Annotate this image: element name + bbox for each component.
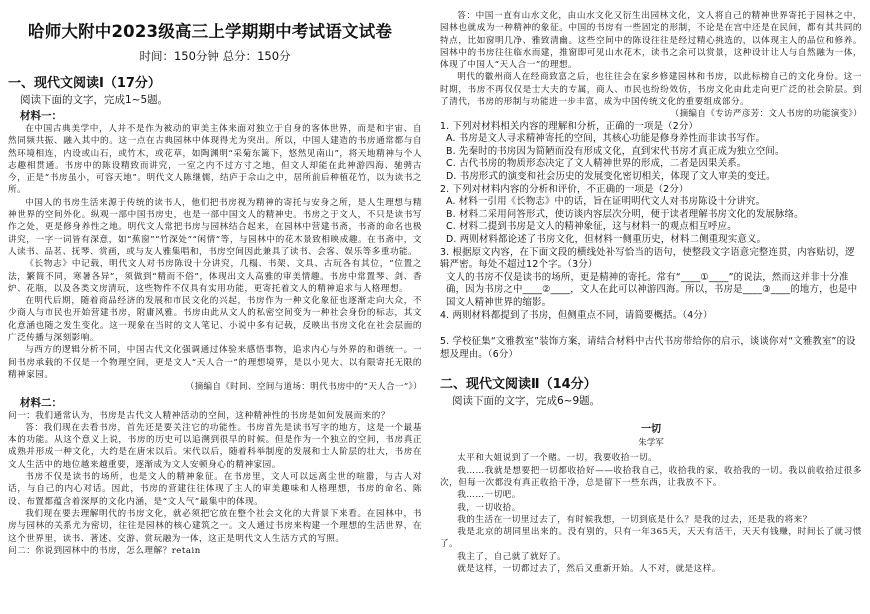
question-2: 2. 下列对材料内容的分析和评价，不正确的一项是（2分）	[440, 183, 689, 195]
essay-paragraph: 我的生活在一切里过去了，有时候我想，一切到底是什么？是我的过去，还是我的将来？	[457, 514, 812, 525]
material2-source: （摘编自《专访严彦芳：文人书房的功能演变》）	[670, 109, 862, 120]
material1-paragraph: 中国人的书房生活来源于传统的读书人，他们把书房视为精神的寄托与安身之所，是人生理想与精神世界的空间外化。纵观一部中国书房史，也是一部中国文人的精神史。书房之于文人，不只是读书写作之处，更是修身养性之地。明代文人常把书房与园林结合起来，在园林中营建书斋，书斋的命名也极讲究，一字一词皆有深意，如“蕉窗”“竹深处”“闲情”等，与园林中的花木景致相映成趣。在书斋中，文人读书、品茗、抚琴、赏画，或与友人雅集唱和，书房空间因此兼具了读书、会客、娱乐等多重功能。	[8, 197, 422, 257]
option: C. 古代书房的物质形态决定了文人精神世界的形成，二者是因果关系。	[446, 158, 747, 170]
material1-paragraph: 在明代后期，随着商品经济的发展和市民文化的兴起，书房作为一种文化象征也逐渐走向大众，不少商人与市民也开始营建书房，附庸风雅。书房由此从文人的私密空间变为一种社会身份的标志，其文化意涵也随之发生变化。这一现象在当时的文人笔记、小说中多有记载，反映出书房文化在社会层面的广泛传播与深刻影响。	[8, 296, 422, 344]
material2-paragraph: 书房不仅是读书的场所，也是文人的精神象征。在书房里，文人可以远离尘世的喧嚣，与古人对话，与自己的内心对话。因此，书房的营建往往体现了主人的审美趣味和人格理想，书房的命名、陈设、布置都蕴含着深厚的文化内涵，是“文人气”最集中的体现。	[8, 472, 422, 507]
option: B. 材料二采用问答形式，使访谈内容层次分明，便于读者理解书房文化的发展脉络。	[446, 208, 804, 220]
exam-title: 哈师大附中2023级高三上学期期中考试语文试卷	[28, 22, 393, 41]
right-column	[440, 0, 862, 614]
essay-author: 朱学军	[638, 438, 664, 449]
material2-continuation: 明代的徽州商人在经商致富之后，也往往会在家乡修建园林和书房，以此标榜自己的文化身份。这一时期，书房不再仅仅是士大夫的专属，商人、市民也纷纷效仿，书房文化由此走向更广泛的社会阶层。到了清代，书房的形制与功能进一步丰富，成为中国传统文化的重要组成部分。	[440, 72, 862, 108]
essay-paragraph: 我……一切吧。	[457, 490, 521, 501]
option: D. 书房形式的演变和社会历史的发展变化密切相关，体现了文人审美的变迁。	[446, 171, 776, 183]
material1-source: （摘编自《时间、空间与道场：明代书房中的“天人合一”》）	[185, 382, 422, 393]
option: A. 书房是文人寻求精神寄托的空间，其核心功能是修身养性而非读书写作。	[446, 133, 766, 145]
essay-paragraph: 我，一切收拾。	[457, 502, 521, 513]
option: B. 先秦时的书房因为简陋而没有形成文化，直到宋代书房才真正成为独立空间。	[446, 145, 785, 157]
question-3: 3. 根据原文内容，在下面文段的横线处补写恰当的语句，使整段文字语意完整连贯，内容贴切，逻辑严密。每处不超过12个字。（3分）	[440, 246, 855, 271]
material2-paragraph: 答：我们现在去看书房，首先还是要关注它的功能性。书房首先是读书写字的地方，这是一个最基本的功能。从这个意义上说，书房的历史可以追溯到很早的时候。但是作为一个独立的空间，书房真正成熟并形成一种文化，大约是在唐宋以后。宋代以后，随着科举制度的发展和士人阶层的壮大，书房在文人生活中的地位越来越重要，逐渐成为文人安顿身心的精神家园。	[8, 422, 422, 470]
material1-paragraph: 在中国古典美学中，人并不是作为被动的审美主体来面对独立于自身的客体世界，而是和宇宙、自然同频共振、融入其中的。这一点在古典园林中体现得尤为突出。所以，中国人建造的书房通常都与自然环境相连，内设或山石，或竹木，或花草，如陶渊明“采菊东篱下，悠然见南山”，将天地精神与个人志趣相贯通。书房中的陈设精致而讲究，一室之内不过方寸之地，但文人却能在此神游四海、驰骋古今，正是“书房虽小，可容天地”。明代文人陈继儒，结庐于佘山之中，居所前后种植花竹，以为读书之所。	[8, 124, 422, 196]
material2-paragraph: 问一：我们通常认为，书房是古代文人精神活动的空间，这种精神性的书房是如何发展而来的？	[8, 410, 390, 421]
exam-time-info: 时间：150分钟 总分：150分	[139, 49, 291, 63]
section1-instruction: 阅读下面的文字，完成1~5题。	[20, 94, 169, 106]
essay-title: 一切	[641, 424, 661, 436]
material2-label: 材料二：	[20, 396, 62, 409]
material1-label: 材料一：	[20, 110, 62, 122]
question-3-passage: 文人的书房不仅是读书的场所，更是精神的寄托。常有“____①____”的说法，然而这并非十分准确，因为书房之中____②____，文人在此可以神游四海。所以，书房是____③____的地方，也是中国文人精神世界的缩影。	[446, 271, 858, 308]
section2-instruction: 阅读下面的文字，完成6~9题。	[452, 395, 601, 408]
essay-paragraph: 我是北京的胡同里出来的。没有别的，只有一年365天，天天有活干，天天有钱赚，时间长了就习惯了。	[440, 527, 862, 550]
left-column	[8, 0, 422, 614]
section2-heading: 二、现代文阅读Ⅱ（14分）	[440, 377, 597, 393]
question-4: 4. 两则材料都提到了书房，但侧重点不同，请简要概括。（4分）	[440, 309, 713, 321]
material2-paragraph: 问二：你说到园林中的书房，怎么理解？retain	[8, 545, 201, 556]
question-5: 5. 学校征集“文雅教室”装饰方案，请结合材料中古代书房带给你的启示，谈谈你对“文雅教室”的设想及理由。（6分）	[440, 336, 856, 360]
essay-paragraph: 就是这样，一切都过去了，然后又重新开始。人不对，就是这样。	[457, 564, 721, 575]
essay-paragraph: 太平和大姐说到了一个赌。一切，我要收拾一切。	[457, 453, 658, 464]
question-1: 1. 下列对材料相关内容的理解和分析，正确的一项是（2分）	[440, 120, 699, 132]
essay-paragraph: 我主了，自己就了就好了。	[457, 551, 567, 562]
material2-paragraph: 我们现在要去理解明代的书房文化，就必须把它放在整个社会文化的大背景下来看。在园林中，书房与园林的关系尤为密切，往往是园林的核心建筑之一。文人通过书房来构建一个理想的生活世界，在这个世界里，读书、著述、交游、赏玩融为一体，这正是明代文人生活方式的写照。	[8, 508, 422, 544]
section1-heading: 一、现代文阅读Ⅰ（17分）	[8, 76, 161, 91]
material1-paragraph: 与西方的逻辑分析不同，中国古代文化强调通过体验来感悟事物，追求内心与外界的和谐统一。一间书房承载的不仅是一个物理空间，更是文人“天人合一”的理想境界，是以小见大、以有限寄托无限的精神家园。	[8, 345, 422, 380]
material1-paragraph: 《长物志》中记载，明代文人对书房陈设十分讲究，几榻、书架、文具、古玩各有其位，“位置之法，繁简不同，寒暑各异”，须做到“精而不俗”，体现出文人高雅的审美情趣。书房中常置琴、剑、香炉、花瓶，以及各类文房清玩，这些物件不仅具有实用功能，更寄托着文人的精神追求与人格理想。	[8, 259, 422, 294]
essay-paragraph: 我……我就是想要把一切都收拾好——收拾我自己，收拾我的家，收拾我的一切。我以前收拾过很多次，但每一次都没有真正收拾干净，总是留下一些东西，让我放不下。	[440, 465, 862, 488]
material2-continuation: 答：中国一直有山水文化，由山水文化又衍生出园林文化，文人将自己的精神世界寄托于园林之中，园林也就成为一种精神的象征。中国的书房有一些固定的形制，不论是在宫中还是在民间，都有其共同的特点，比如窗明几净、雅致清幽。这些空间中的陈设往往是经过精心挑选的，以体现主人的品位和修养。园林中的书房往往临水而建，推窗即可见山水花木，读书之余可以赏景，这种设计让人与自然融为一体，体现了中国人“天人合一”的理想。	[440, 11, 862, 71]
option: A. 材料一引用《长物志》中的话，旨在证明明代文人对书房陈设十分讲究。	[446, 196, 766, 208]
option: D. 两则材料都论述了书房文化，但材料一侧重历史，材料二侧重现实意义。	[446, 234, 767, 246]
option: C. 材料二提到书房是文人的精神象征，这与材料一的观点相互呼应。	[446, 221, 737, 233]
